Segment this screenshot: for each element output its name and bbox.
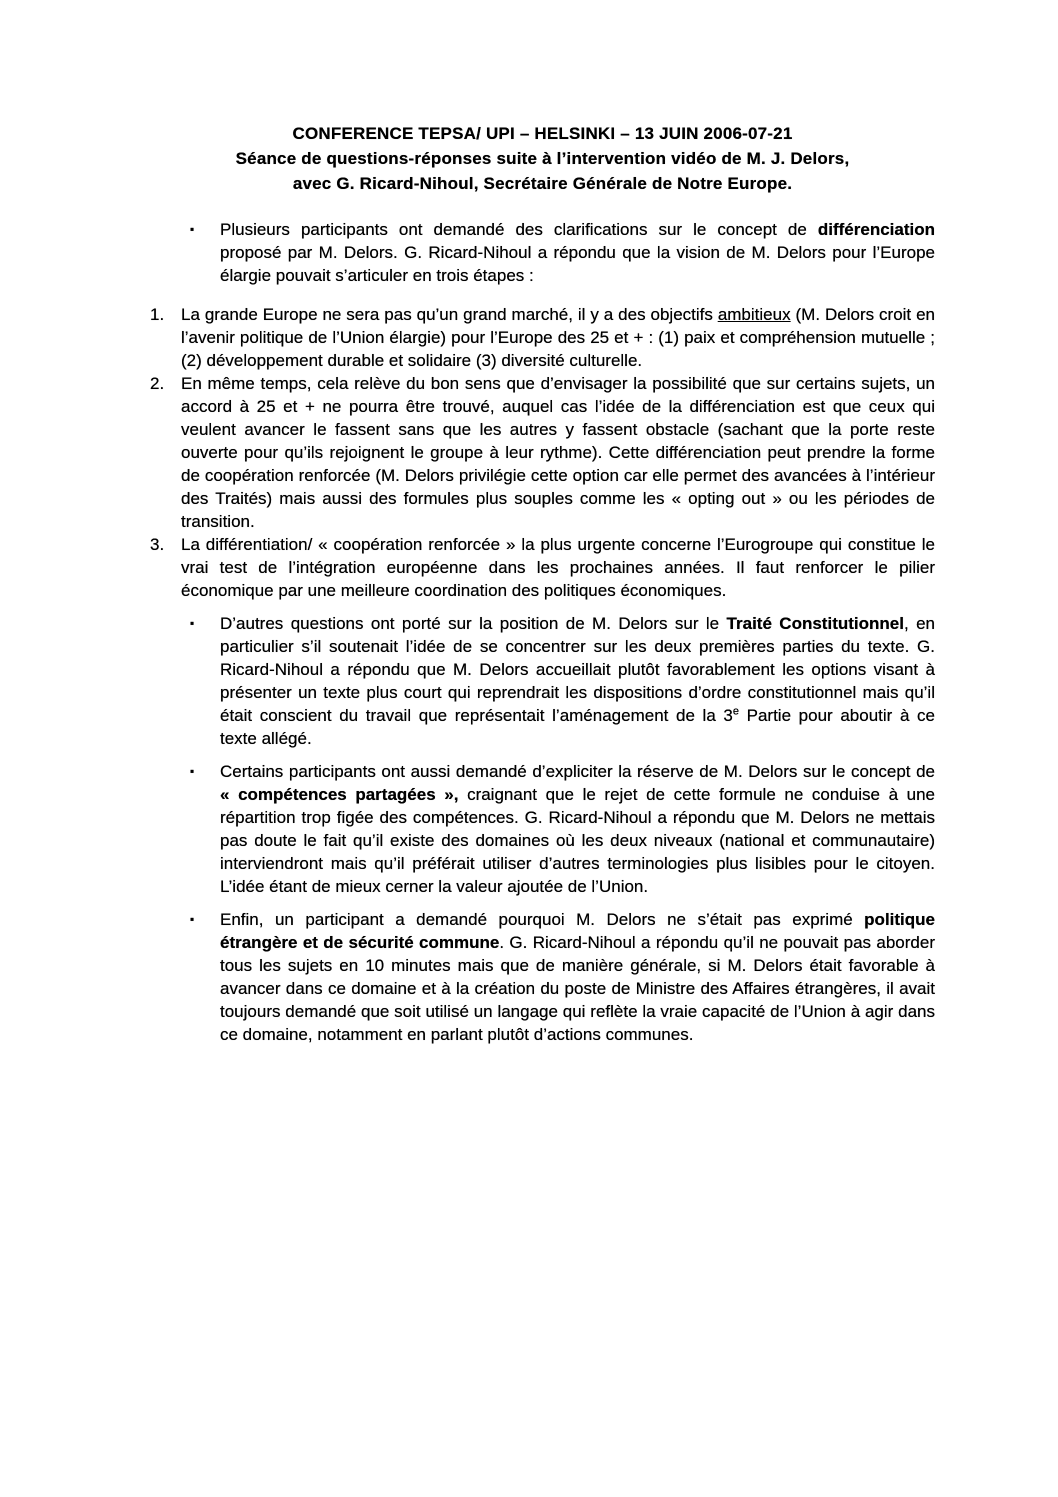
intro-text-pre: Plusieurs participants ont demandé des clarifications sur le concept de: [220, 220, 818, 239]
square-bullet-icon: ▪: [190, 912, 195, 926]
numbered-list: [150, 303, 935, 602]
intro-bullet-item: [190, 218, 935, 287]
para3-text-post: . G. Ricard-Nihoul a répondu qu’il ne pouvait pas aborder tous les sujets en 10 minutes mais que de manière générale, si M. Delors était favorable à avancer dans ce domaine et à la création du poste de Ministre des Affaires étrangères, il avait toujours demandé que soit utilisé un langage qui reflète la vraie capacité de l’Union à agir dans ce domaine, notamment en parlant plutôt d’actions communes.: [220, 933, 935, 1044]
numbered-item-text: En même temps, cela relève du bon sens que d’envisager la possibilité que sur certains sujets, un accord à 25 et + ne pourra être trouvé, auquel cas l’idée de la différenciation est que ceux qui veulent avancer le fassent sans que les autres y fassent obstacle (sachant que la porte reste ouverte pour qu’ils rejoignent le groupe à leur rythme). Cette différenciation peut prendre la forme de coopération renforcée (M. Delors privilégie cette option car elle permet des avancées à l’intérieur des Traités) mais aussi des formules plus souples comme les « opting out » ou les périodes de transition.: [181, 374, 935, 531]
bullet-paragraph: [220, 760, 935, 898]
para3-text-pre: Enfin, un participant a demandé pourquoi M. Delors ne s’était pas exprimé: [220, 910, 865, 929]
intro-text-bold: différenciation: [817, 220, 935, 239]
intro-paragraph: [220, 218, 935, 287]
para3-text-bold: politique étrangère et de sécurité commune: [220, 910, 935, 952]
bullet-item-politique: [190, 908, 935, 1046]
title-line-1: CONFERENCE TEPSA/ UPI – HELSINKI – 13 JUIN 2006-07-21: [292, 124, 793, 143]
numbered-item-2: [150, 372, 935, 533]
numbered-item-1: [150, 303, 935, 372]
item-number: 3.: [150, 535, 165, 554]
item-number: 1.: [150, 305, 165, 324]
item-number: 2.: [150, 374, 165, 393]
square-bullet-icon: ▪: [190, 616, 195, 630]
square-bullet-icon: ▪: [190, 764, 195, 778]
para1-text-post: Partie pour aboutir à ce texte allégé.: [220, 706, 935, 748]
para1-text-bold: Traité Constitutionnel: [726, 614, 904, 633]
document-title: [150, 121, 935, 196]
item1-text-underlined: ambitieux: [717, 305, 791, 324]
para1-text-pre: D’autres questions ont porté sur la position de M. Delors sur le: [220, 614, 727, 633]
para1-text-mid: , en particulier s’il soutenait l’idée de se concentrer sur les deux premières parties du texte. G. Ricard-Nihoul a répondu que M. Delors accueillait plutôt favorablement les options visant à présenter un texte plus court qui reprendrait les dispositions d’ordre constitutionnel mais qu’il était conscient du travail que représentait l’aménagement de la 3: [220, 614, 935, 725]
title-line-2: Séance de questions-réponses suite à l’intervention vidéo de M. J. Delors,: [235, 149, 850, 168]
bullet-paragraph: [220, 908, 935, 1046]
numbered-item-3: [150, 533, 935, 602]
para2-text-bold: « compétences partagées »,: [220, 785, 459, 804]
intro-text-post: proposé par M. Delors. G. Ricard-Nihoul a répondu que la vision de M. Delors pour l’Europe élargie pouvait s’articuler en trois étapes :: [220, 243, 935, 285]
numbered-item-text: La différentiation/ « coopération renforcée » la plus urgente concerne l’Eurogroupe qui constitue le vrai test de l’intégration européenne dans les prochaines années. Il faut renforcer le pilier économique par une meilleure coordination des politiques économiques.: [181, 535, 935, 600]
item1-text-pre: La grande Europe ne sera pas qu’un grand marché, il y a des objectifs: [181, 305, 718, 324]
para2-text-pre: Certains participants ont aussi demandé d’expliciter la réserve de M. Delors sur le concept de: [220, 762, 935, 781]
square-bullet-icon: ▪: [190, 222, 195, 236]
numbered-item-text: [181, 303, 935, 372]
para2-text-post: craignant que le rejet de cette formule ne conduise à une répartition trop figée des compétences. G. Ricard-Nihoul a répondu que M. Delors ne mettais pas doute le fait qu’il existe des domaines où les deux niveaux (national et communautaire) interviendront mais qu’il préférait utiliser d’autres terminologies plus lisibles pour le citoyen. L’idée étant de mieux cerner la valeur ajoutée de l’Union.: [220, 785, 935, 896]
item1-text-post: (M. Delors croit en l’avenir politique de l’Union élargie) pour l’Europe des 25 et + : (1) paix et compréhension mutuelle ; (2) développement durable et solidaire (3) diversité culturelle.: [181, 305, 935, 370]
title-line-3: avec G. Ricard-Nihoul, Secrétaire Générale de Notre Europe.: [292, 174, 793, 193]
para1-superscript: e: [732, 705, 739, 718]
bullet-item-traite: [190, 612, 935, 750]
bullet-paragraph: [220, 612, 935, 750]
bullet-item-competences: [190, 760, 935, 898]
document-body: [0, 218, 1058, 1046]
